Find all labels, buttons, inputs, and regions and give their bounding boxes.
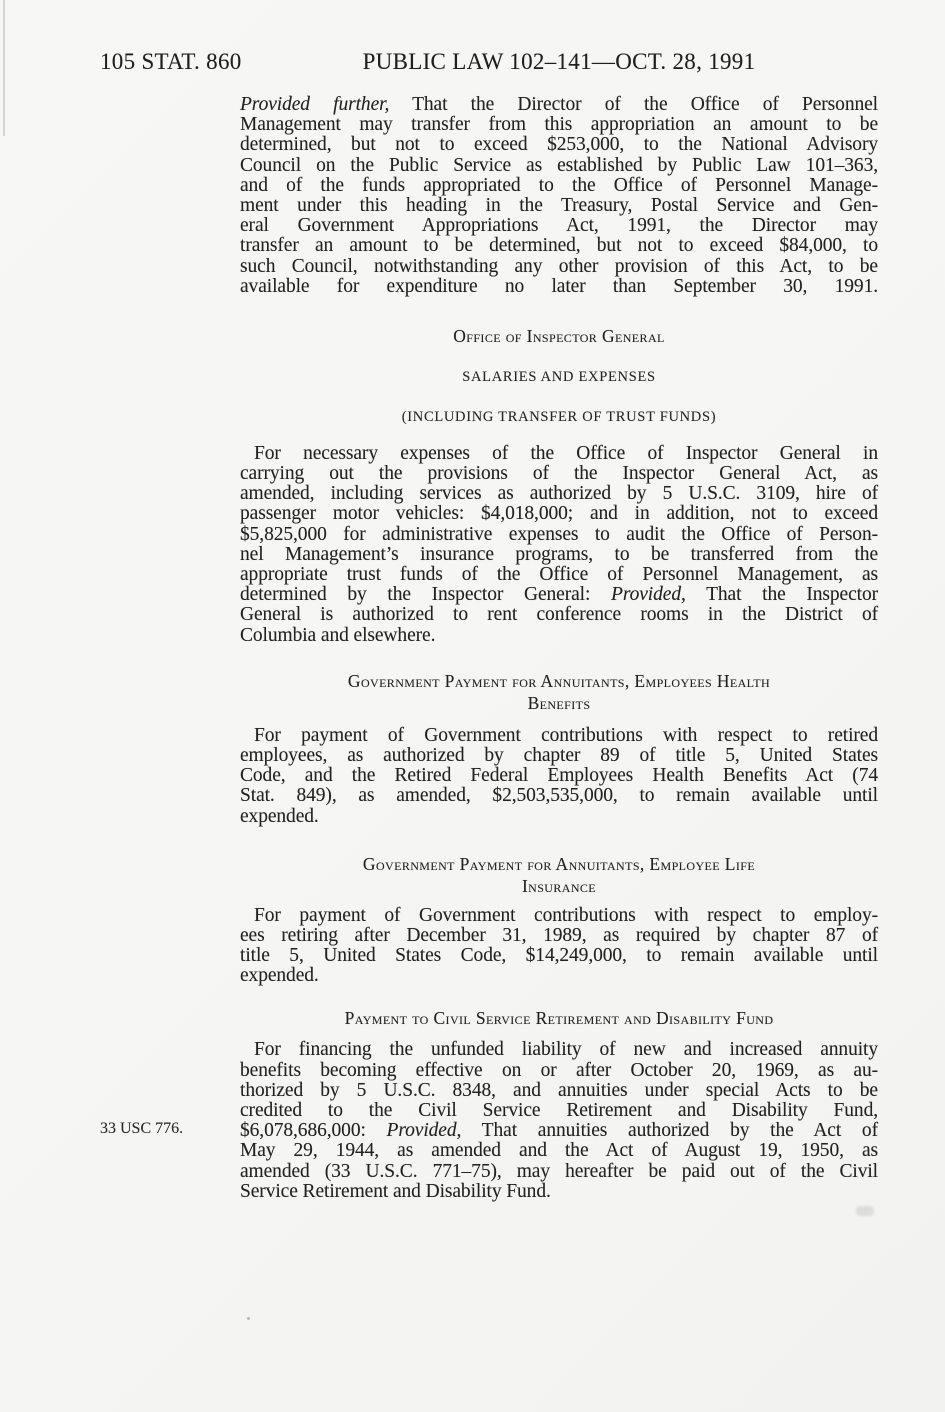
text-run: That the Inspector (685, 584, 879, 606)
paragraph (240, 95, 878, 297)
heading-line: Government Payment for Annuitants, Employee Life (362, 853, 756, 874)
text-line (240, 545, 878, 565)
text-run: benefits becoming effective on or after October 20, 1969, as au- (240, 1059, 878, 1081)
text-run: and of the funds appropriated to the Office of Personnel Manage- (240, 174, 878, 196)
text-run: For necessary expenses of the Office of Inspector General in (254, 442, 878, 464)
italic-run: Provided, (386, 1120, 462, 1142)
text-line (240, 135, 878, 155)
text-run: Columbia and elsewhere. (240, 624, 436, 646)
italic-run: Provided further, (240, 94, 390, 115)
text-run: expended. (240, 965, 319, 987)
heading-line: Benefits (527, 692, 591, 713)
text-line (240, 786, 878, 806)
heading-line: Government Payment for Annuitants, Employees Health (347, 670, 771, 691)
text-run: eral Government Appropriations Act, 1991, the Director may (240, 215, 878, 237)
text-line (240, 236, 878, 256)
section-heading (240, 325, 878, 347)
text-run: That the Director of the Office of Personnel (389, 94, 878, 115)
text-line (240, 216, 878, 236)
text-line (240, 626, 878, 646)
text-line (240, 807, 878, 827)
text-run: nel Management’s insurance programs, to be transferred from the (240, 543, 878, 565)
subsection-heading: (INCLUDING TRANSFER OF TRUST FUNDS) (401, 408, 717, 425)
text-run: determined by the Inspector General: (240, 584, 612, 606)
text-run: amended (33 U.S.C. 771–75), may hereafter be paid out of the Civil (240, 1160, 878, 1182)
text-run: passenger motor vehicles: $4,018,000; and in addition, not to exceed (240, 503, 878, 525)
content-column (240, 95, 878, 1202)
text-line (240, 464, 878, 484)
paragraph (240, 726, 878, 827)
section-heading (240, 670, 878, 714)
text-line (240, 444, 878, 464)
text-line (240, 605, 878, 625)
text-run: transfer an amount to be determined, but not to exceed $84,000, to (240, 235, 878, 257)
text-line (240, 277, 878, 297)
text-line (240, 1162, 878, 1182)
italic-run: Provided, (611, 584, 686, 606)
text-line (240, 115, 878, 135)
section-heading (240, 853, 878, 897)
heading-line: Payment to Civil Service Retirement and Disability Fund (344, 1008, 774, 1029)
subsection-heading: SALARIES AND EXPENSES (462, 368, 656, 385)
text-line (240, 946, 878, 966)
text-line (240, 525, 878, 545)
text-run: Council on the Public Service as established by Public Law 101–363, (240, 154, 878, 176)
text-line (240, 726, 878, 746)
text-run: Management may transfer from this appropriation an amount to be (240, 114, 878, 136)
text-line (240, 1182, 878, 1202)
text-run: ment under this heading in the Treasury, Postal Service and Gen- (240, 194, 878, 216)
text-run: For financing the unfunded liability of new and increased annuity (254, 1039, 878, 1061)
text-line (240, 906, 878, 926)
paragraph (240, 444, 878, 646)
text-run: Stat. 849), as amended, $2,503,535,000, to remain available until (240, 785, 878, 807)
text-run: amended, including services as authorized by 5 U.S.C. 3109, hire of (240, 483, 878, 505)
text-line (240, 504, 878, 524)
text-run: carrying out the provisions of the Inspector General Act, as (240, 463, 878, 485)
text-run: General is authorized to rent conference rooms in the District of (240, 604, 878, 626)
text-line (240, 1121, 878, 1141)
text-line (240, 966, 878, 986)
margin-note: 33 USC 776. (100, 1120, 184, 1137)
text-run: Code, and the Retired Federal Employees Health Benefits Act (74 (240, 765, 878, 787)
text-line (240, 1040, 878, 1060)
section-heading (240, 1007, 878, 1029)
text-run: Service Retirement and Disability Fund. (240, 1180, 551, 1202)
text-run: such Council, notwithstanding any other provision of this Act, to be (240, 255, 878, 277)
text-run: appropriate trust funds of the Office of Personnel Management, as (240, 564, 878, 585)
text-run: $5,825,000 for administrative expenses to audit the Office of Person- (240, 523, 878, 545)
text-line (240, 196, 878, 216)
text-line (240, 1081, 878, 1101)
page-header (0, 49, 945, 77)
text-run: May 29, 1944, as amended and the Act of August 19, 1950, as (240, 1140, 878, 1162)
text-run: ees retiring after December 31, 1989, as required by chapter 87 of (240, 924, 878, 946)
text-run: employees, as authorized by chapter 89 of title 5, United States (240, 744, 878, 766)
text-line (240, 926, 878, 946)
text-run: determined, but not to exceed $253,000, to the National Advisory (240, 134, 878, 156)
text-line (240, 156, 878, 176)
running-head-law-title: PUBLIC LAW 102–141—OCT. 28, 1991 (362, 49, 756, 74)
text-line (240, 176, 878, 196)
text-run: $6,078,686,000: (240, 1120, 387, 1142)
scan-smudge (856, 1206, 874, 1216)
text-run: thorized by 5 U.S.C. 8348, and annuities under special Acts to be (240, 1079, 878, 1101)
text-line (240, 1141, 878, 1161)
text-run: available for expenditure no later than September 30, 1991. (240, 275, 878, 297)
text-line (240, 1101, 878, 1121)
text-line (240, 746, 878, 766)
text-run: That annuities authorized by the Act of (461, 1120, 878, 1142)
paragraph (240, 906, 878, 987)
text-run: title 5, United States Code, $14,249,000, to remain available until (240, 945, 878, 967)
text-line (240, 1061, 878, 1081)
text-run: For payment of Government contributions with respect to retired (254, 724, 878, 746)
scan-speck (247, 1317, 250, 1320)
statute-page-number: 105 STAT. 860 (100, 49, 242, 74)
text-line (240, 257, 878, 277)
text-line (240, 565, 878, 585)
text-line (240, 766, 878, 786)
heading-line: Insurance (521, 875, 597, 896)
text-run: credited to the Civil Service Retirement and Disability Fund, (240, 1100, 878, 1121)
text-line (240, 585, 878, 605)
text-line (240, 484, 878, 504)
heading-line: Office of Inspector General (453, 325, 665, 346)
text-run: For payment of Government contributions with respect to employ- (254, 904, 878, 926)
text-line (240, 95, 878, 115)
paragraph (240, 1040, 878, 1202)
text-run: expended. (240, 805, 319, 827)
